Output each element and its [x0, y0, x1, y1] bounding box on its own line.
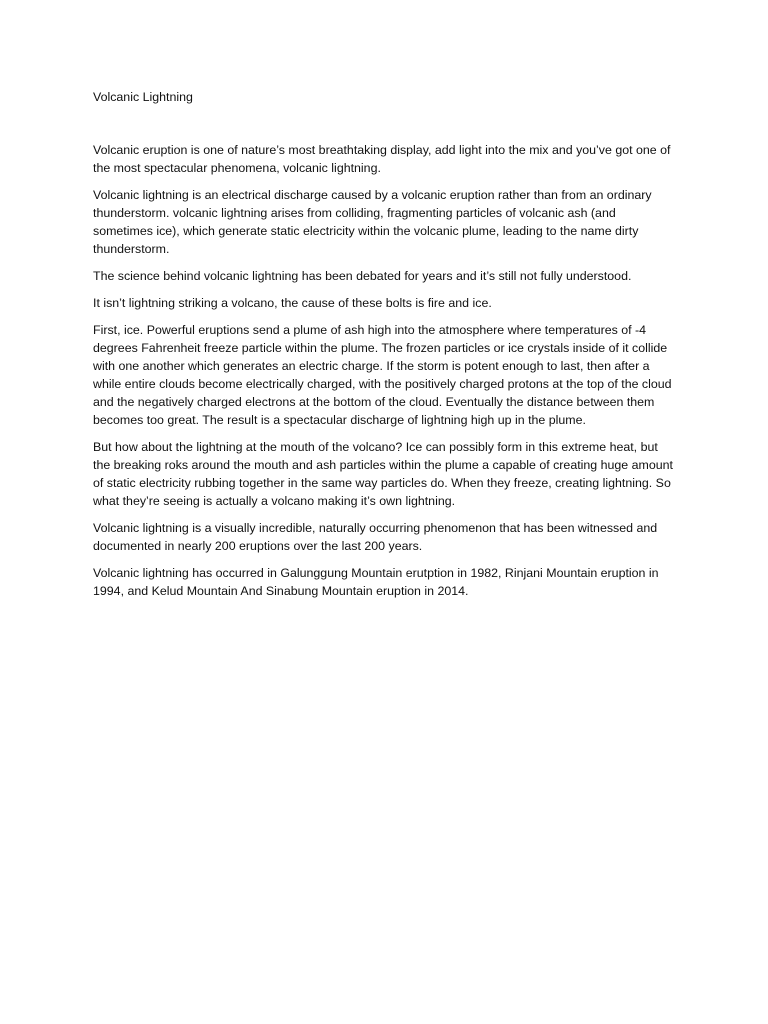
paragraph-ice: First, ice. Powerful eruptions send a plume of ash high into the atmosphere where temperatures of -4 degrees Fahrenheit freeze particle within the plume. The frozen particles or ice crystals inside of it collide with one another which generates an electric charge. If the storm is potent enough to last, then after a while entire clouds become electrically charged, with the positively charged protons at the top of the cloud and the negatively charged electrons at the bottom of the cloud. Eventually the distance between them becomes too great. The result is a spectacular discharge of lightning high up in the plume.: [93, 323, 672, 427]
document-body: [93, 88, 677, 609]
paragraph-intro: Volcanic eruption is one of nature’s most breathtaking display, add light into the mix and you’ve got one of the most spectacular phenomena, volcanic lightning.: [93, 143, 671, 175]
paragraph-occurrences: Volcanic lightning has occurred in Galunggung Mountain erutption in 1982, Rinjani Mountain eruption in 1994, and Kelud Mountain And Sinabung Mountain eruption in 2014.: [93, 566, 659, 598]
paragraph-science: The science behind volcanic lightning has been debated for years and it’s still not fully understood.: [93, 269, 632, 283]
paragraph-definition: Volcanic lightning is an electrical discharge caused by a volcanic eruption rather than from an ordinary thunderstorm. volcanic lightning arises from colliding, fragmenting particles of volcanic ash (and sometimes ice), which generate static electricity within the volcanic plume, leading to the name dirty thunderstorm.: [93, 188, 652, 256]
paragraph-witnessed: Volcanic lightning is a visually incredible, naturally occurring phenomenon that has been witnessed and documented in nearly 200 eruptions over the last 200 years.: [93, 521, 658, 553]
paragraph-cause: It isn’t lightning striking a volcano, the cause of these bolts is fire and ice.: [93, 296, 492, 310]
paragraph-mouth: But how about the lightning at the mouth of the volcano? Ice can possibly form in this extreme heat, but the breaking roks around the mouth and ash particles within the plume a capable of creating huge amount of static electricity rubbing together in the same way particles do. When they freeze, creating lightning. So what they’re seeing is actually a volcano making it’s own lightning.: [93, 440, 673, 508]
document-title: Volcanic Lightning: [93, 90, 193, 104]
